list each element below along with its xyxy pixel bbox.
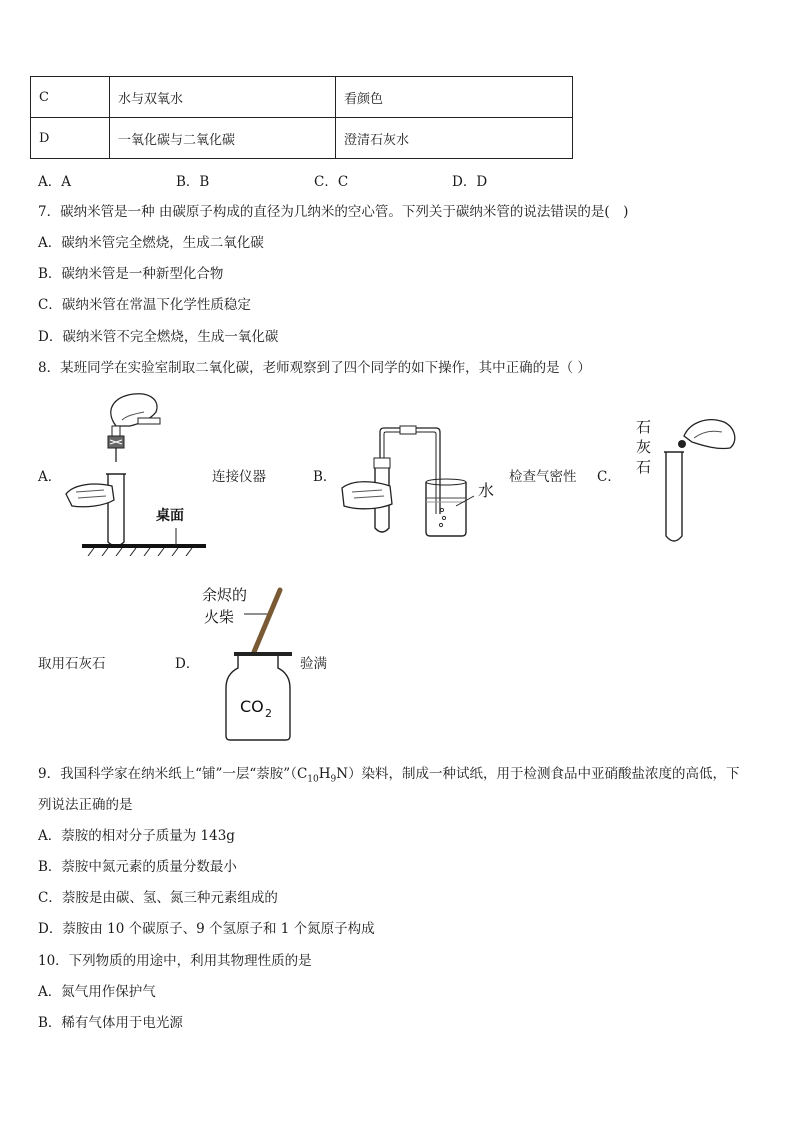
q10-option-b: B．稀有气体用于电光源 xyxy=(38,1015,183,1031)
q6-option-b: B．B xyxy=(176,174,210,190)
q8-option-a-letter: A． xyxy=(38,469,62,485)
q9-stem-line2: 列说法正确的是 xyxy=(38,797,133,813)
table-cell: C xyxy=(31,77,110,118)
q6-option-c: C．C xyxy=(314,174,349,190)
q9-option-b: B．萘胺中氮元素的质量分数最小 xyxy=(38,859,237,875)
table-cell: D xyxy=(31,118,110,159)
table-row xyxy=(31,118,573,159)
limestone-label-3: 石 xyxy=(636,458,652,476)
water-label: 水 xyxy=(478,481,495,500)
q8-option-c-caption: 取用石灰石 xyxy=(38,656,106,672)
q8-option-d-letter: D． xyxy=(175,656,200,672)
q9-option-d: D．萘胺由 10 个碳原子、9 个氢原子和 1 个氮原子构成 xyxy=(38,921,375,937)
q9-stem-part2: N）染料，制成一种试纸，用于检测食品中亚硝酸盐浓度的高低，下 xyxy=(336,766,740,782)
q9-sub-9: 9 xyxy=(330,774,337,785)
q6-option-a: A．A xyxy=(38,174,71,190)
q6-option-d: D．D xyxy=(452,174,488,190)
limestone-label-1: 石 xyxy=(636,418,652,436)
figure-connect-instruments xyxy=(64,390,208,556)
q9-option-c: C．萘胺是由碳、氢、氮三种元素组成的 xyxy=(38,890,278,906)
limestone-label-2: 灰 xyxy=(636,438,652,456)
figure-take-limestone xyxy=(632,414,742,548)
table-row xyxy=(31,77,573,118)
q8-stem: 8．某班同学在实验室制取二氧化碳，老师观察到了四个同学的如下操作，其中正确的是（ ） xyxy=(38,360,591,376)
q7-option-a: A．碳纳米管完全燃烧，生成二氧化碳 xyxy=(38,235,264,251)
q8-option-a-caption: 连接仪器 xyxy=(212,469,266,485)
table-cell: 看颜色 xyxy=(336,77,573,118)
q7-stem: 7．碳纳米管是一种 由碳原子构成的直径为几纳米的空心管。下列关于碳纳米管的说法错误的是( ) xyxy=(38,204,629,220)
q9-option-a: A．萘胺的相对分子质量为 143g xyxy=(38,828,235,844)
q9-stem-part1: 9．我国科学家在纳米纸上“铺”一层“萘胺”（C xyxy=(38,766,308,782)
q8-option-c-letter: C． xyxy=(597,469,621,485)
ember-match-label-2: 火柴 xyxy=(204,608,235,626)
q7-option-d: D．碳纳米管不完全燃烧，生成一氧化碳 xyxy=(38,329,279,345)
q10-stem: 10．下列物质的用途中，利用其物理性质的是 xyxy=(38,953,312,969)
q7-option-c: C．碳纳米管在常温下化学性质稳定 xyxy=(38,297,251,313)
ember-match-label-1: 余烬的 xyxy=(202,586,248,604)
figure-airtightness-check xyxy=(338,424,504,542)
co2-subscript: 2 xyxy=(265,707,272,720)
table-cell: 一氧化碳与二氧化碳 xyxy=(110,118,336,159)
q10-option-a: A．氮气用作保护气 xyxy=(38,984,156,1000)
figure-test-fullness xyxy=(196,584,306,752)
q8-option-b-caption: 检查气密性 xyxy=(509,469,577,485)
q7-option-b: B．碳纳米管是一种新型化合物 xyxy=(38,266,224,282)
table-surface-label: 桌面 xyxy=(156,508,184,524)
co2-label: CO xyxy=(240,697,264,716)
q9-h: H xyxy=(318,766,331,782)
table-cell: 澄清石灰水 xyxy=(336,118,573,159)
q8-option-b-letter: B． xyxy=(313,469,337,485)
q9-sub-10: 10 xyxy=(307,774,319,785)
q8-option-d-caption: 验满 xyxy=(300,656,327,672)
table-cell: 水与双氧水 xyxy=(110,77,336,118)
q9-stem-line1 xyxy=(38,762,740,785)
comparison-table xyxy=(30,76,573,159)
